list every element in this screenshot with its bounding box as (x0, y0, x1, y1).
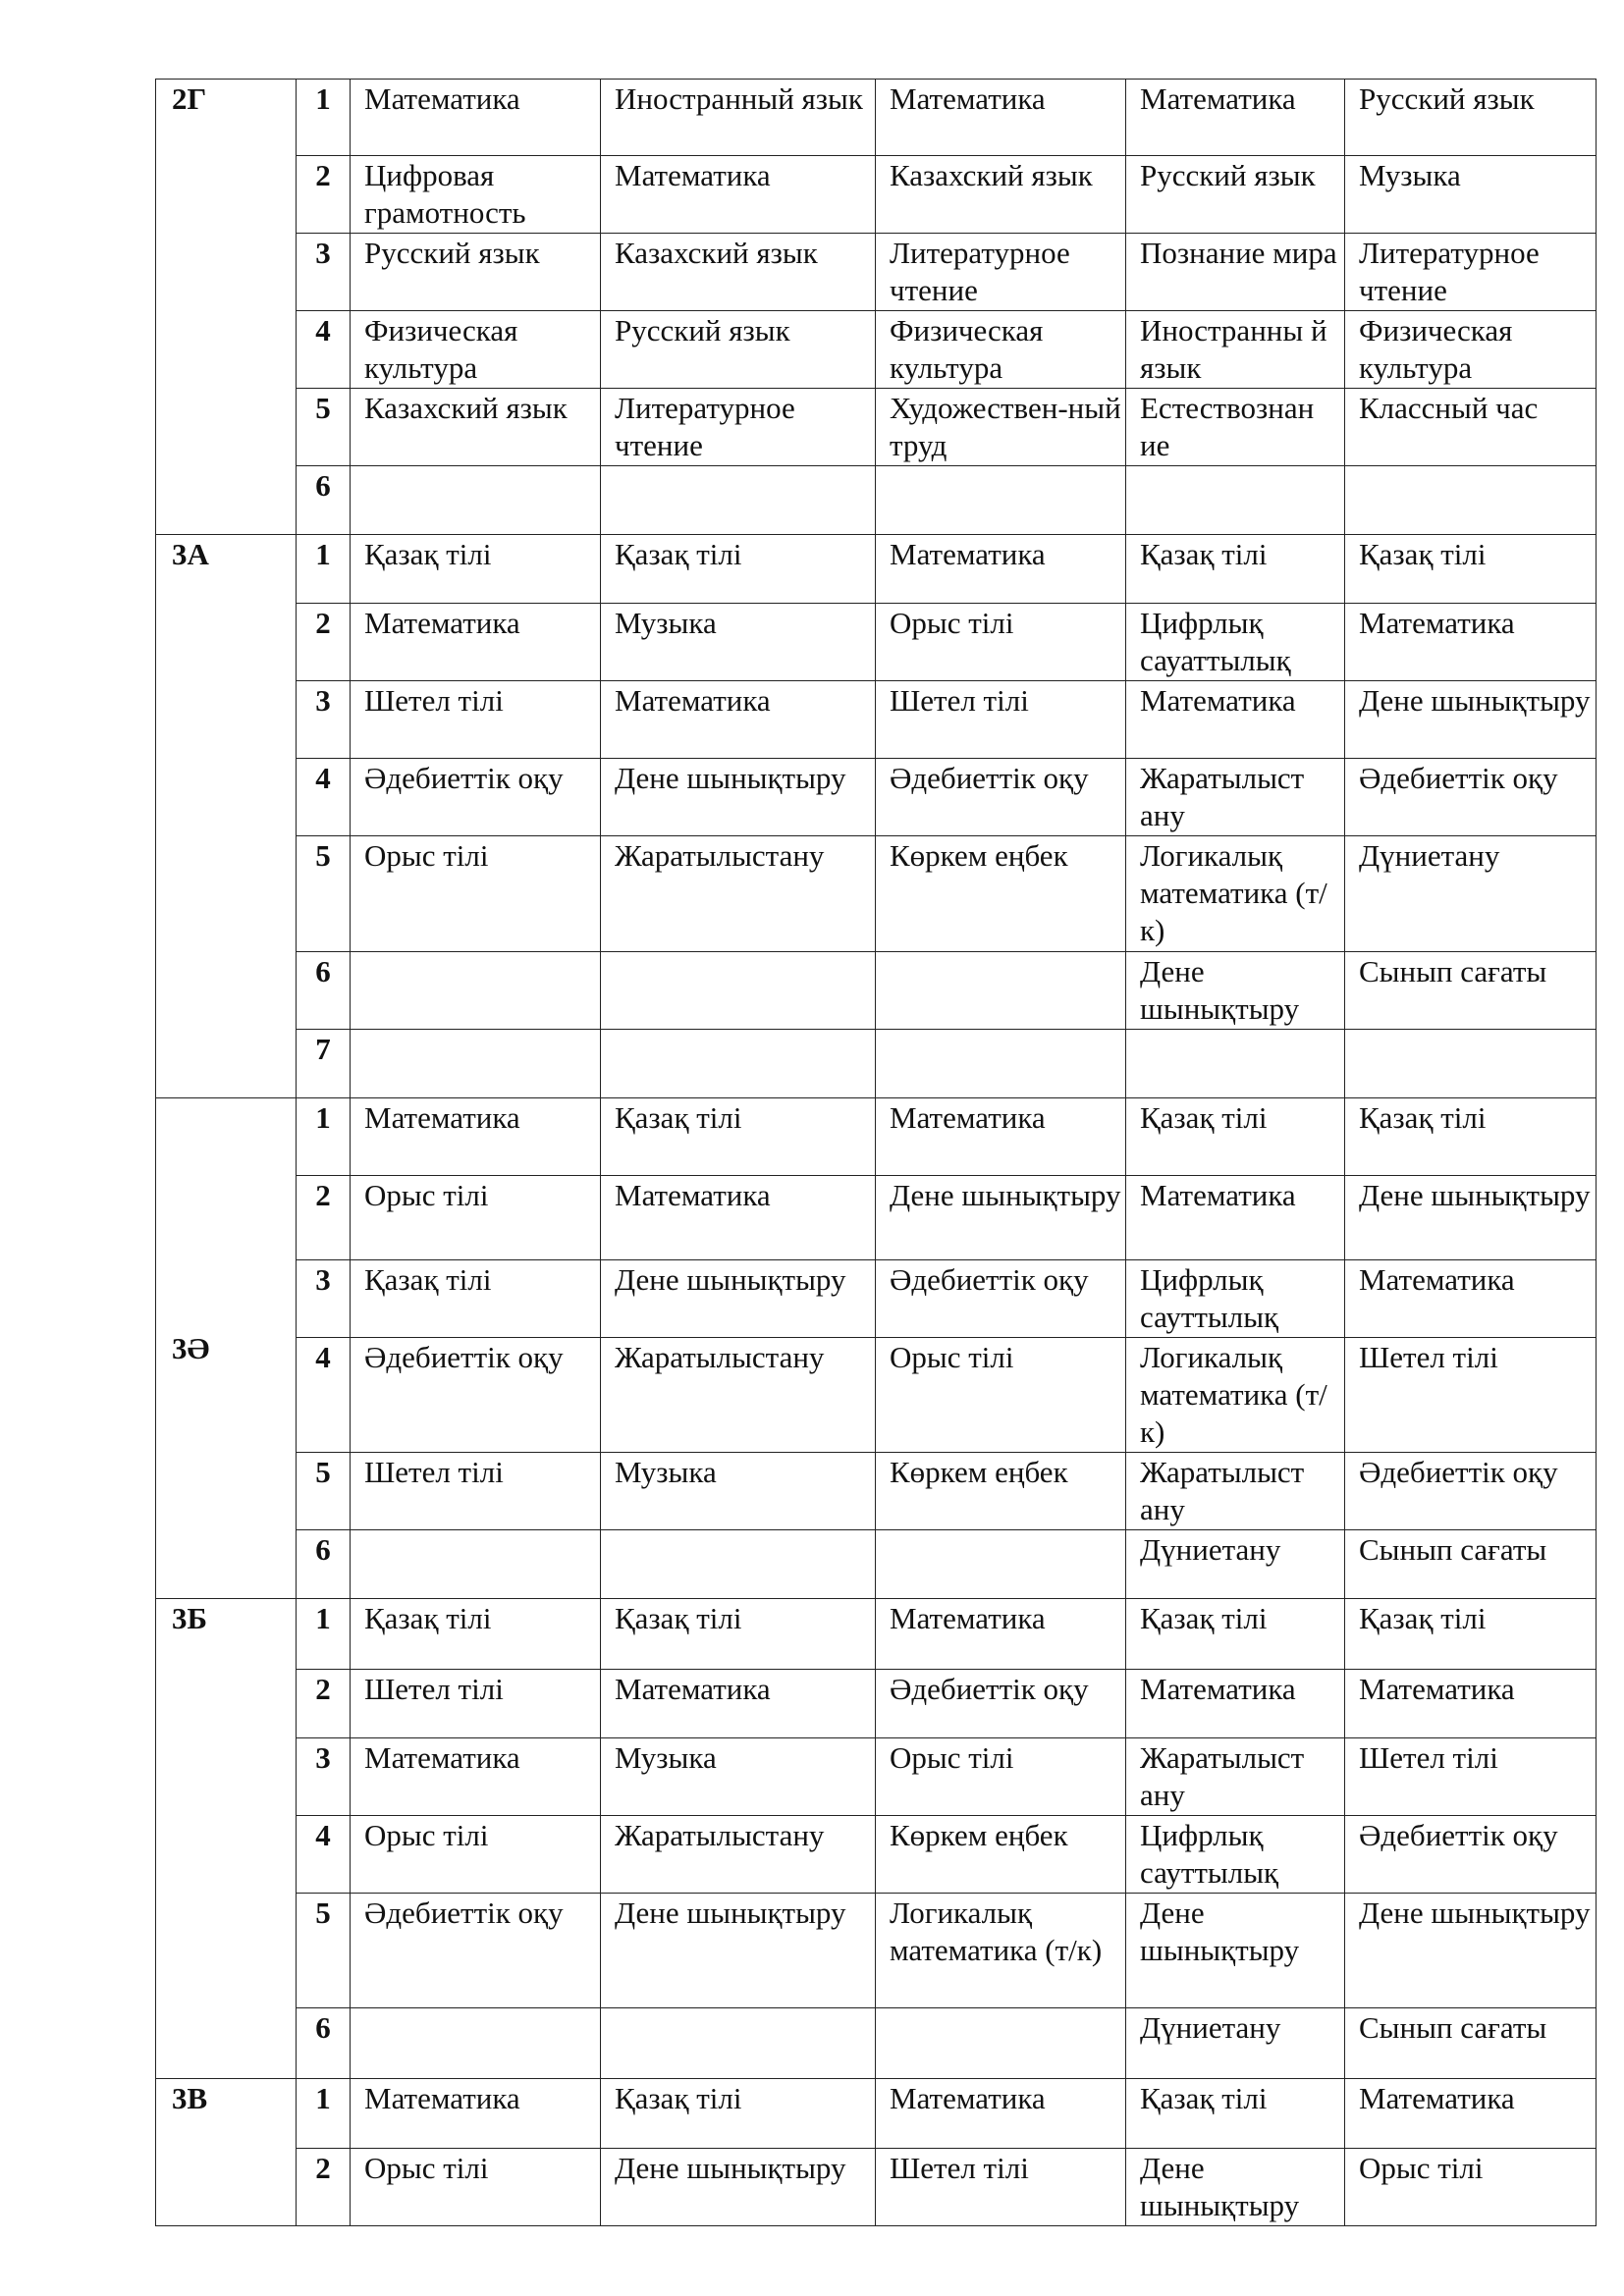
subject-cell: Шетел тілі (876, 2149, 1126, 2226)
subject-cell: Математика (1345, 1260, 1597, 1338)
subject-cell: Математика (351, 604, 601, 681)
lesson-number: 1 (297, 2079, 351, 2149)
subject-cell: Орыс тілі (1345, 2149, 1597, 2226)
table-row (156, 1030, 1597, 1098)
table-row (156, 1670, 1597, 1738)
subject-cell: Математика (1345, 2079, 1597, 2149)
table-row (156, 836, 1597, 952)
class-label: 3В (156, 2079, 297, 2226)
subject-cell: Цифрлық сауаттылық (1126, 604, 1345, 681)
table-row (156, 389, 1597, 466)
table-row (156, 311, 1597, 389)
subject-cell: Қазақ тілі (1126, 1098, 1345, 1176)
subject-cell: Әдебиеттік оқу (876, 759, 1126, 836)
table-row (156, 1453, 1597, 1530)
lesson-number: 2 (297, 156, 351, 234)
subject-cell (1126, 466, 1345, 535)
class-label: 3Ә (156, 1098, 297, 1599)
subject-cell: Жаратылыст ану (1126, 1453, 1345, 1530)
subject-cell: Орыс тілі (351, 836, 601, 952)
class-label: 3Б (156, 1599, 297, 2079)
subject-cell: Казахский язык (876, 156, 1126, 234)
lesson-number: 3 (297, 1738, 351, 1816)
subject-cell: Математика (351, 2079, 601, 2149)
lesson-number: 1 (297, 1098, 351, 1176)
subject-cell: Қазақ тілі (351, 1599, 601, 1670)
subject-cell: Орыс тілі (351, 1176, 601, 1260)
table-row (156, 2079, 1597, 2149)
table-row (156, 1599, 1597, 1670)
subject-cell: Қазақ тілі (1126, 535, 1345, 604)
table-row (156, 234, 1597, 311)
subject-cell: Дене шынықтыру (1126, 2149, 1345, 2226)
subject-cell: Сынып сағаты (1345, 2008, 1597, 2079)
subject-cell (351, 2008, 601, 2079)
subject-cell (601, 2008, 876, 2079)
subject-cell: Естествознан ие (1126, 389, 1345, 466)
subject-cell: Орыс тілі (876, 1738, 1126, 1816)
table-row (156, 156, 1597, 234)
class-label: 2Г (156, 80, 297, 535)
subject-cell: Дүниетану (1126, 2008, 1345, 2079)
subject-cell: Дүниетану (1126, 1530, 1345, 1599)
table-row (156, 1530, 1597, 1599)
subject-cell: Иностранны й язык (1126, 311, 1345, 389)
subject-cell: Математика (351, 1098, 601, 1176)
subject-cell (601, 1530, 876, 1599)
subject-cell: Музыка (601, 1453, 876, 1530)
subject-cell: Әдебиеттік оқу (876, 1670, 1126, 1738)
lesson-number: 2 (297, 1670, 351, 1738)
subject-cell: Дене шынықтыру (1345, 681, 1597, 759)
subject-cell: Шетел тілі (351, 1670, 601, 1738)
subject-cell (601, 952, 876, 1030)
subject-cell: Қазақ тілі (601, 535, 876, 604)
subject-cell: Көркем еңбек (876, 836, 1126, 952)
subject-cell: Физическая культура (876, 311, 1126, 389)
subject-cell: Әдебиеттік оқу (876, 1260, 1126, 1338)
subject-cell: Математика (1345, 604, 1597, 681)
subject-cell: Дүниетану (1345, 836, 1597, 952)
subject-cell: Цифрлық сауттылық (1126, 1260, 1345, 1338)
subject-cell: Шетел тілі (876, 681, 1126, 759)
lesson-number: 2 (297, 604, 351, 681)
subject-cell: Художествен-ный труд (876, 389, 1126, 466)
table-row (156, 1176, 1597, 1260)
subject-cell: Классный час (1345, 389, 1597, 466)
subject-cell: Математика (1126, 681, 1345, 759)
subject-cell: Музыка (601, 1738, 876, 1816)
subject-cell: Литературное чтение (1345, 234, 1597, 311)
subject-cell: Шетел тілі (351, 681, 601, 759)
subject-cell: Математика (351, 1738, 601, 1816)
subject-cell (601, 1030, 876, 1098)
schedule-table (155, 79, 1597, 2226)
lesson-number: 6 (297, 952, 351, 1030)
subject-cell: Математика (876, 1098, 1126, 1176)
lesson-number: 5 (297, 389, 351, 466)
lesson-number: 4 (297, 1816, 351, 1894)
subject-cell (876, 1030, 1126, 1098)
subject-cell: Әдебиеттік оқу (1345, 759, 1597, 836)
subject-cell: Дене шынықтыру (876, 1176, 1126, 1260)
subject-cell: Қазақ тілі (1345, 1599, 1597, 1670)
subject-cell: Русский язык (601, 311, 876, 389)
subject-cell: Математика (876, 1599, 1126, 1670)
subject-cell: Математика (1345, 1670, 1597, 1738)
subject-cell: Математика (876, 80, 1126, 156)
lesson-number: 4 (297, 1338, 351, 1453)
subject-cell: Көркем еңбек (876, 1453, 1126, 1530)
subject-cell: Жаратылыстану (601, 1338, 876, 1453)
class-label: 3А (156, 535, 297, 1098)
subject-cell (351, 952, 601, 1030)
lesson-number: 2 (297, 1176, 351, 1260)
subject-cell (601, 466, 876, 535)
subject-cell: Қазақ тілі (1345, 535, 1597, 604)
subject-cell (876, 1530, 1126, 1599)
subject-cell: Математика (601, 1176, 876, 1260)
table-row (156, 1738, 1597, 1816)
lesson-number: 7 (297, 1030, 351, 1098)
table-row (156, 1816, 1597, 1894)
lesson-number: 5 (297, 1453, 351, 1530)
subject-cell: Жаратылыст ану (1126, 1738, 1345, 1816)
subject-cell: Познание мира (1126, 234, 1345, 311)
table-row (156, 80, 1597, 156)
subject-cell: Қазақ тілі (351, 1260, 601, 1338)
subject-cell: Математика (876, 535, 1126, 604)
subject-cell: Казахский язык (351, 389, 601, 466)
subject-cell (1345, 466, 1597, 535)
lesson-number: 1 (297, 80, 351, 156)
table-row (156, 1338, 1597, 1453)
subject-cell: Қазақ тілі (601, 1599, 876, 1670)
lesson-number: 6 (297, 1530, 351, 1599)
table-row (156, 681, 1597, 759)
table-row (156, 2149, 1597, 2226)
subject-cell: Қазақ тілі (601, 1098, 876, 1176)
subject-cell: Шетел тілі (1345, 1338, 1597, 1453)
table-row (156, 952, 1597, 1030)
subject-cell: Математика (876, 2079, 1126, 2149)
subject-cell: Қазақ тілі (351, 535, 601, 604)
subject-cell: Жаратылыстану (601, 836, 876, 952)
subject-cell: Математика (1126, 1176, 1345, 1260)
lesson-number: 2 (297, 2149, 351, 2226)
subject-cell: Математика (601, 156, 876, 234)
subject-cell: Жаратылыст ану (1126, 759, 1345, 836)
lesson-number: 6 (297, 2008, 351, 2079)
subject-cell: Математика (601, 681, 876, 759)
subject-cell: Дене шынықтыру (1126, 1894, 1345, 2008)
subject-cell: Әдебиеттік оқу (1345, 1453, 1597, 1530)
subject-cell: Шетел тілі (1345, 1738, 1597, 1816)
subject-cell: Орыс тілі (876, 1338, 1126, 1453)
table-row (156, 759, 1597, 836)
subject-cell (1345, 1030, 1597, 1098)
subject-cell: Әдебиеттік оқу (351, 1338, 601, 1453)
table-row (156, 1260, 1597, 1338)
subject-cell: Дене шынықтыру (1126, 952, 1345, 1030)
subject-cell: Логикалық математика (т/к) (876, 1894, 1126, 2008)
subject-cell: Әдебиеттік оқу (351, 759, 601, 836)
lesson-number: 1 (297, 1599, 351, 1670)
subject-cell: Казахский язык (601, 234, 876, 311)
table-row (156, 604, 1597, 681)
subject-cell: Дене шынықтыру (601, 759, 876, 836)
lesson-number: 3 (297, 681, 351, 759)
subject-cell: Шетел тілі (351, 1453, 601, 1530)
subject-cell (876, 2008, 1126, 2079)
table-row (156, 2008, 1597, 2079)
subject-cell: Физическая культура (351, 311, 601, 389)
lesson-number: 3 (297, 234, 351, 311)
subject-cell: Сынып сағаты (1345, 952, 1597, 1030)
subject-cell (351, 1030, 601, 1098)
subject-cell: Музыка (1345, 156, 1597, 234)
table-row (156, 1098, 1597, 1176)
subject-cell (351, 1530, 601, 1599)
table-row (156, 466, 1597, 535)
subject-cell (351, 466, 601, 535)
subject-cell (876, 952, 1126, 1030)
subject-cell: Математика (1126, 1670, 1345, 1738)
subject-cell: Көркем еңбек (876, 1816, 1126, 1894)
subject-cell: Русский язык (351, 234, 601, 311)
subject-cell: Логикалық математика (т/к) (1126, 1338, 1345, 1453)
lesson-number: 5 (297, 836, 351, 952)
subject-cell: Қазақ тілі (1345, 1098, 1597, 1176)
subject-cell: Әдебиеттік оқу (1345, 1816, 1597, 1894)
lesson-number: 4 (297, 759, 351, 836)
subject-cell: Қазақ тілі (601, 2079, 876, 2149)
subject-cell: Әдебиеттік оқу (351, 1894, 601, 2008)
subject-cell: Дене шынықтыру (1345, 1894, 1597, 2008)
subject-cell (876, 466, 1126, 535)
subject-cell: Иностранный язык (601, 80, 876, 156)
lesson-number: 4 (297, 311, 351, 389)
lesson-number: 1 (297, 535, 351, 604)
subject-cell: Дене шынықтыру (601, 2149, 876, 2226)
subject-cell: Орыс тілі (351, 2149, 601, 2226)
subject-cell: Литературное чтение (876, 234, 1126, 311)
lesson-number: 3 (297, 1260, 351, 1338)
subject-cell: Музыка (601, 604, 876, 681)
subject-cell (1126, 1030, 1345, 1098)
subject-cell: Логикалық математика (т/к) (1126, 836, 1345, 952)
lesson-number: 6 (297, 466, 351, 535)
subject-cell: Физическая культура (1345, 311, 1597, 389)
subject-cell: Қазақ тілі (1126, 1599, 1345, 1670)
subject-cell: Орыс тілі (351, 1816, 601, 1894)
subject-cell: Сынып сағаты (1345, 1530, 1597, 1599)
subject-cell: Жаратылыстану (601, 1816, 876, 1894)
subject-cell: Дене шынықтыру (601, 1894, 876, 2008)
subject-cell: Русский язык (1126, 156, 1345, 234)
table-row (156, 1894, 1597, 2008)
subject-cell: Цифровая грамотность (351, 156, 601, 234)
subject-cell: Математика (601, 1670, 876, 1738)
subject-cell: Русский язык (1345, 80, 1597, 156)
subject-cell: Математика (1126, 80, 1345, 156)
subject-cell: Орыс тілі (876, 604, 1126, 681)
subject-cell: Цифрлық сауттылық (1126, 1816, 1345, 1894)
subject-cell: Қазақ тілі (1126, 2079, 1345, 2149)
table-row (156, 535, 1597, 604)
lesson-number: 5 (297, 1894, 351, 2008)
subject-cell: Дене шынықтыру (1345, 1176, 1597, 1260)
subject-cell: Литературное чтение (601, 389, 876, 466)
subject-cell: Дене шынықтыру (601, 1260, 876, 1338)
subject-cell: Математика (351, 80, 601, 156)
